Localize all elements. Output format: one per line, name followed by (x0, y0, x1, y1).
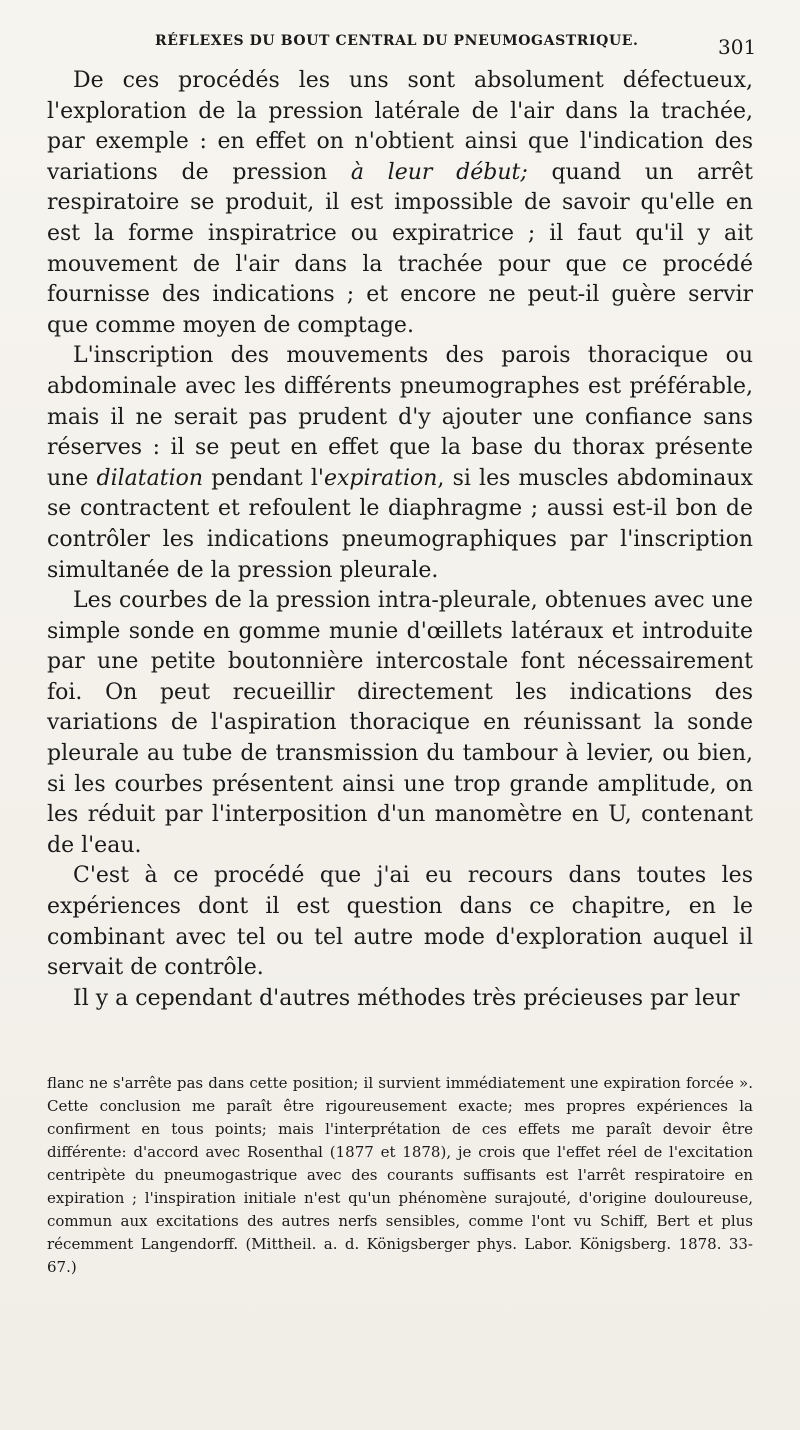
text-segment: L'inscription des mouvements des parois thoracique ou abdominale avec les différents pneumographes est préférable, mais il ne serait pas prudent d'y ajouter une confiance sans réserves : il se peut en effet que la base du thorax présente une (47, 343, 753, 491)
italic-word: dilatation (96, 465, 204, 491)
paragraph-3: Les courbes de la pression intra-pleurale, obtenues avec une simple sonde en gomme munie d'œillets latéraux et introduite par une petite boutonnière intercostale font nécessairement foi. On peut recueillir directement les indications des variations de l'aspiration thoracique en réunissant la sonde pleurale au tube de transmission du tambour à levier, ou bien, si les courbes présentent ainsi une trop grande amplitude, on les réduit par l'interposition d'un manomètre en U, contenant de l'eau. (47, 588, 753, 858)
paragraph-4: C'est à ce procédé que j'ai eu recours dans toutes les expériences dont il est question dans ce chapitre, en le combinant avec tel ou tel autre mode d'exploration auquel il servait de contrôle. (47, 863, 753, 981)
paragraph-5: Il y a cependant d'autres méthodes très précieuses par leur (73, 985, 740, 1011)
italic-phrase: à leur début; (350, 159, 528, 185)
running-title: RÉFLEXES DU BOUT CENTRAL DU PNEUMOGASTRIQUE. (155, 33, 639, 49)
footnote-text: flanc ne s'arrête pas dans cette position; il survient immédiatement une expiration forcée ». Cette conclusion me paraît être rigoureusement exacte; mes propres expériences la confirment en tous points; mais l'interprétation de ces effets me paraît devoir être différente: d'accord avec Rosenthal (1877 et 1878), je crois que l'effet réel de l'excitation centripète du pneumogastrique avec des courants suffisants est l'arrêt respiratoire en expiration ; l'inspiration initiale n'est qu'un phénomène surajouté, d'origine douloureuse, commun aux excitations des autres nerfs sensibles, comme l'ont vu Schiff, Bert et plus récemment Langendorff. (Mittheil. a. d. Königsberger phys. Labor. Königsberg. 1878. 33-67.) (47, 1074, 753, 1276)
paragraph-1 (47, 66, 753, 341)
text-segment: quand un arrêt respiratoire se produit, il est impossible de savoir qu'elle en est la forme inspiratrice ou expiratrice ; il faut qu'il y ait mouvement de l'air dans la trachée pour que ce procédé fournisse des indications ; et encore ne peut-il guère servir que comme moyen de comptage. (47, 159, 754, 338)
paragraph-2 (47, 341, 753, 586)
footnote (47, 1072, 753, 1279)
main-text (47, 66, 753, 1014)
page-number: 301 (718, 35, 757, 59)
text-segment: De ces procédés les uns sont absolument défectueux, l'exploration de la pression latérale de l'air dans la trachée, par exemple : en effet on n'obtient ainsi que l'indication des variations de pression (47, 68, 753, 185)
italic-word: expiration (323, 465, 438, 491)
text-segment: pendant l' (203, 465, 324, 491)
text-segment: , si les muscles abdominaux se contractent et refoulent le diaphragme ; aussi est-il bon de contrôler les indications pneumographiques par l'inscription simultanée de la pression pleurale. (47, 465, 753, 583)
